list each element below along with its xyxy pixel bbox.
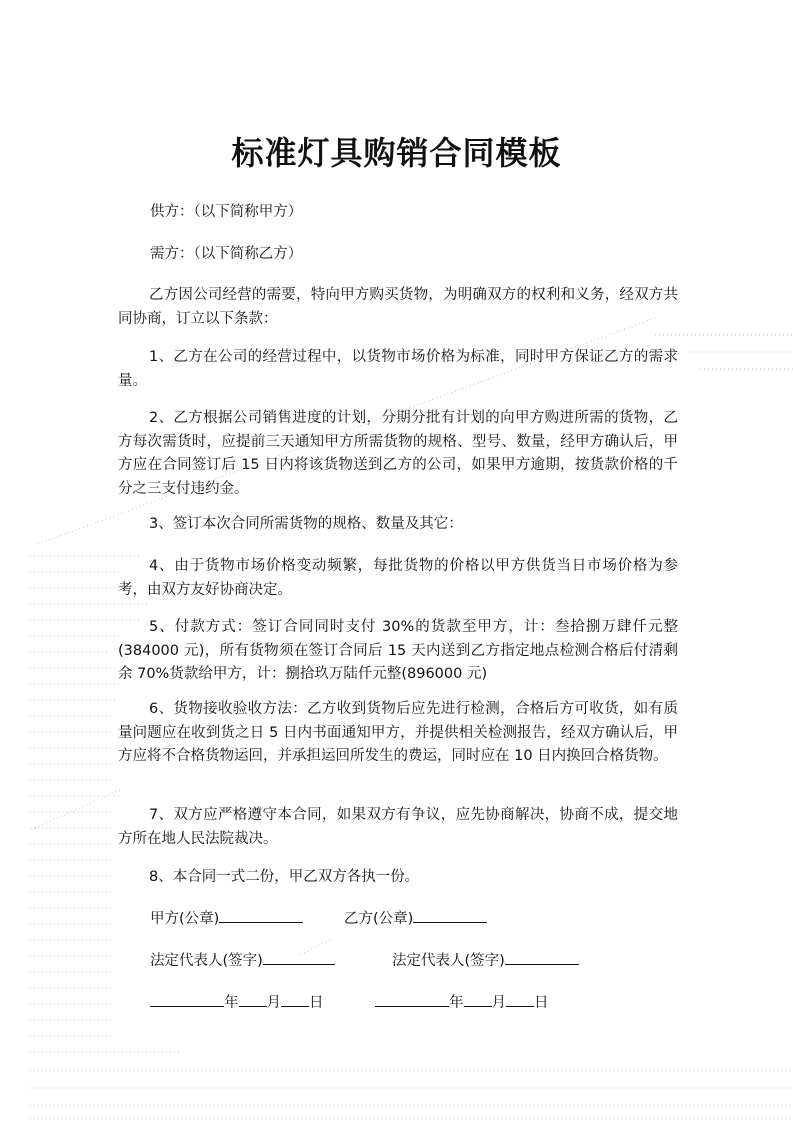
party-a-representative-label: 法定代表人(签字) xyxy=(150,953,263,969)
party-b-month-label: 月 xyxy=(491,995,506,1011)
document-title: 标准灯具购销合同模板 xyxy=(231,134,562,172)
party-b-representative-label: 法定代表人(签字) xyxy=(392,953,505,969)
party-a-month-label: 月 xyxy=(266,995,281,1011)
party-a-year-label: 年 xyxy=(224,995,239,1011)
intro-paragraph: 乙方因公司经营的需要，特向甲方购买货物，为明确双方的权利和义务，经双方共同协商，订立以下条款： xyxy=(118,287,678,327)
clause-5: 5、付款方式：签订合同同时支付 30%的货款至甲方，计：叁拾捌万肆仟元整(384000 元)，所有货物须在签订合同后 15 天内送到乙方指定地点检测合格后付清剩余 70%货款给甲方，计：捌拾玖万陆仟元整(896000 元) xyxy=(118,619,678,682)
party-a-day-label: 日 xyxy=(309,995,324,1011)
party-b-year-label: 年 xyxy=(449,995,464,1011)
clause-3: 3、签订本次合同所需货物的规格、数量及其它： xyxy=(149,516,463,532)
party-b-day-label: 日 xyxy=(534,995,549,1011)
party-b-seal-label: 乙方(公章) xyxy=(344,911,414,927)
supplier-line: 供方：（以下简称甲方） xyxy=(150,204,303,220)
clause-1: 1、乙方在公司的经营过程中，以货物市场价格为标准，同时甲方保证乙方的需求量。 xyxy=(118,349,678,389)
clause-7: 7、双方应严格遵守本合同，如果双方有争议，应先协商解决，协商不成，提交地方所在地人民法院裁决。 xyxy=(118,807,678,847)
clause-8: 8、本合同一式二份，甲乙双方各执一份。 xyxy=(149,869,420,885)
clause-6: 6、货物接收验收方法：乙方收到货物后应先进行检测，合格后方可收货，如有质量问题应在收到货之日 5 日内书面通知甲方，并提供相关检测报告，经双方确认后，甲方应将不合格货物运回，并承担运回所发生的费运，同时应在 10 日内换回合格货物。 xyxy=(118,701,678,764)
clause-4: 4、由于货物市场价格变动频繁，每批货物的价格以甲方供货当日市场价格为参考，由双方友好协商决定。 xyxy=(118,558,678,598)
buyer-line: 需方：（以下简称乙方） xyxy=(150,246,303,262)
party-a-seal-label: 甲方(公章) xyxy=(150,911,220,927)
clause-2: 2、乙方根据公司销售进度的计划，分期分批有计划的向甲方购进所需的货物，乙方每次需货时，应提前三天通知甲方所需货物的规格、型号、数量，经甲方确认后，甲方应在合同签订后 15 日内将该货物送到乙方的公司，如果甲方逾期，按货款价格的千分之三支付违约金。 xyxy=(118,410,678,497)
